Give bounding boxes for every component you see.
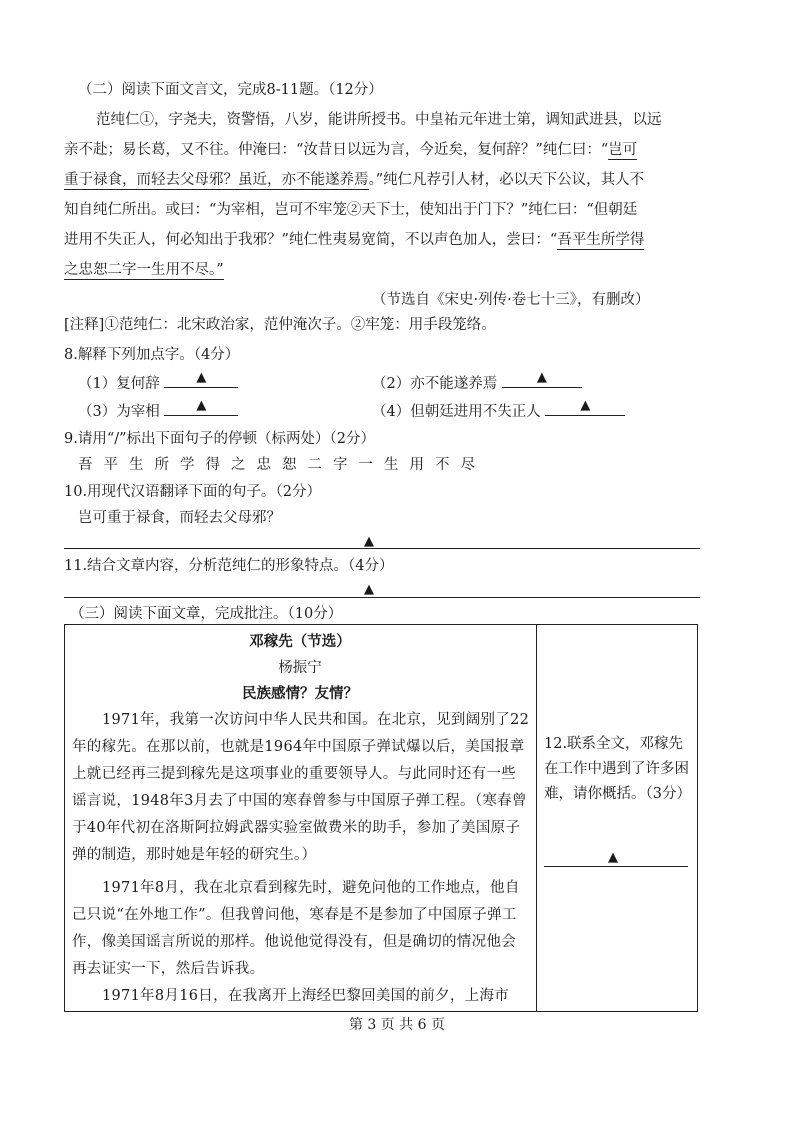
underlined-phrase-2a: 吾平生所学得	[557, 232, 645, 248]
article-title: 邓稼先（节选）	[249, 633, 351, 650]
q11-answer-line[interactable]	[64, 597, 700, 598]
answer-triangle-icon: ▲	[536, 370, 547, 385]
article-paragraph-2: 1971年8月，我在北京看到稼先时，避免问他的工作地点，他自己只说“在外地工作”。但我曾问他，寒春是不是参加了中国原子弹工作，像美国谣言所说的那样。他说他觉得没有，但是确切的情况他会再去证实一下，然后告诉我。	[72, 880, 520, 977]
section2-heading: （二）阅读下面文言文，完成8-11题。（12分）	[78, 82, 383, 98]
q8-item-4	[372, 398, 625, 422]
answer-triangle-icon: ▲	[364, 534, 374, 549]
q8-item-4-text: （4）但朝廷进用不失正人	[372, 404, 541, 420]
q11-stem: 11.结合文章内容，分析范纯仁的形象特点。（4分）	[64, 558, 394, 574]
q8-item-2	[372, 370, 582, 394]
answer-triangle-icon: ▲	[196, 370, 207, 385]
q12-answer-line[interactable]	[544, 866, 688, 867]
article-subtitle: 民族感情？友情？	[242, 685, 358, 702]
underlined-phrase-2b: 之忠恕二字一生用不尽。”	[64, 262, 224, 278]
q9-sentence[interactable]: 吾平生所学得之忠恕二字一生用不尽	[78, 457, 486, 473]
passage-line-3b: 。”纯仁凡荐引人材，必以天下公议，其人不	[368, 172, 645, 188]
q8-item-3-text: （3）为宰相	[78, 404, 160, 420]
passage-line-2a: 亲不赴；易长葛，又不往。仲淹曰：“汝昔日以远为言，今近矣，复何辞？”纯仁曰：“	[64, 142, 609, 158]
q8-item-1	[78, 370, 238, 394]
passage-line-2	[64, 140, 637, 160]
source-note: （节选自《宋史·列传·卷七十三》，有删改）	[372, 292, 650, 308]
q8-item-1-text: （1）复何辞	[78, 376, 160, 392]
q8-answer-blank-4[interactable]	[545, 398, 625, 416]
q8-answer-blank-1[interactable]	[164, 370, 238, 388]
passage-line-5	[64, 230, 644, 250]
article-paragraph-1: 1971年，我第一次访问中华人民共和国。在北京，见到阔别了22年的稼先。在那以前，也就是1964年中国原子弹试爆以后，美国报章上就已经再三提到稼先是这项事业的重要领导人。与此同时还有一些谣言说，1948年3月去了中国的寒春曾参与中国原子弹工程。（寒春曾于40年代初在洛斯阿拉姆武器实验室做费米的助手，参加了美国原子弹的制造，那时她是年轻的研究生。）	[72, 712, 530, 863]
q10-sentence: 岂可重于禄食，而轻去父母邪？	[78, 510, 281, 526]
answer-triangle-icon: ▲	[196, 398, 207, 413]
q8-item-3	[78, 398, 238, 422]
section3-heading: （三）阅读下面文章，完成批注。（10分）	[70, 606, 343, 622]
q8-item-2-text: （2）亦不能遂养焉	[372, 376, 498, 392]
q8-answer-blank-3[interactable]	[164, 398, 238, 416]
passage-line-1: 范纯仁①，字尧夫，资警悟，八岁，能讲所授书。中皇祐元年进士第，调知武进县，以远	[96, 112, 662, 128]
q10-stem: 10.用现代汉语翻译下面的句子。（2分）	[64, 484, 322, 500]
article-paragraph-3: 1971年8月16日，在我离开上海经巴黎回美国的前夕，上海市	[102, 988, 510, 1004]
q8-stem: 8.解释下列加点字。（4分）	[64, 347, 240, 363]
passage-line-3	[64, 170, 644, 190]
underlined-phrase-1a: 岂可	[608, 142, 638, 158]
article-author: 杨振宁	[278, 660, 322, 676]
answer-triangle-icon: ▲	[364, 582, 374, 597]
annotation-notes: [注释]①范纯仁：北宋政治家，范仲淹次子。②牢笼：用手段笼络。	[64, 317, 496, 333]
q12-question: 12.联系全文，邓稼先在工作中遇到了许多困难，请你概括。（3分）	[544, 736, 691, 802]
passage-line-6	[64, 260, 224, 280]
passage-line-4: 知自纯仁所出。或曰：“为宰相，岂可不牢笼②天下士，使知出于门下？”纯仁曰：“但朝廷	[64, 202, 638, 218]
underlined-phrase-1b: 重于禄食，而轻去父母邪？虽近，亦不能遂养焉	[64, 172, 369, 188]
reading-box-divider	[536, 624, 537, 1012]
answer-triangle-icon: ▲	[580, 398, 591, 413]
page-number: 第 3 页 共 6 页	[348, 1017, 446, 1033]
q8-answer-blank-2[interactable]	[502, 370, 582, 388]
passage-line-5a: 进用不失正人，何必知出于我邪？”纯仁性夷易宽简，不以声色加人，尝曰：“	[64, 232, 558, 248]
answer-triangle-icon: ▲	[608, 850, 618, 865]
q10-answer-line[interactable]	[64, 548, 700, 549]
q9-stem: 9.请用“/”标出下面句子的停顿（标两处）（2分）	[64, 431, 376, 447]
